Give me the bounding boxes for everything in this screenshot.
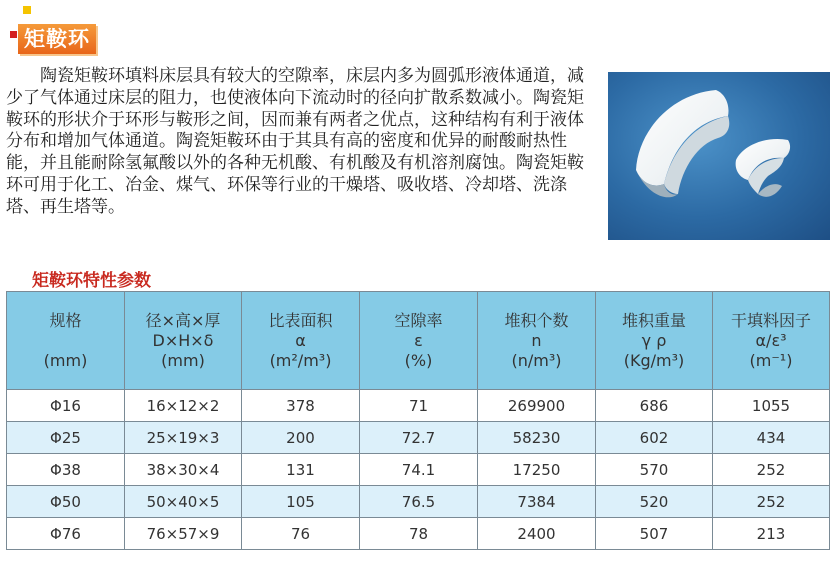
- cell-bulk-weight: 520: [596, 486, 713, 518]
- page-title: 矩鞍环: [18, 24, 96, 54]
- cell-packing-factor: 1055: [713, 390, 830, 422]
- cell-specific-surface: 131: [242, 454, 360, 486]
- cell-dimensions: 16×12×2: [125, 390, 242, 422]
- cell-dimensions: 50×40×5: [125, 486, 242, 518]
- table-row: [7, 518, 830, 550]
- yellow-square-icon: [23, 6, 31, 14]
- cell-specific-surface: 105: [242, 486, 360, 518]
- cell-bulk-weight: 686: [596, 390, 713, 422]
- section-title: 矩鞍环特性参数: [32, 271, 151, 291]
- header-dimensions: 径×高×厚 D×H×δ (mm): [125, 292, 242, 390]
- header-bulk-weight: 堆积重量 γ ρ (Kg/m³): [596, 292, 713, 390]
- cell-spec: Φ38: [7, 454, 125, 486]
- table-row: [7, 486, 830, 518]
- cell-packing-factor: 252: [713, 454, 830, 486]
- product-photo: [608, 72, 830, 240]
- header-specific-surface: 比表面积 α (m²/m³): [242, 292, 360, 390]
- cell-spec: Φ16: [7, 390, 125, 422]
- header-packing-count: 堆积个数 n (n/m³): [478, 292, 596, 390]
- cell-packing-factor: 213: [713, 518, 830, 550]
- red-square-icon: [10, 31, 17, 38]
- table-row: [7, 422, 830, 454]
- cell-spec: Φ76: [7, 518, 125, 550]
- header-voidage: 空隙率 ε (%): [360, 292, 478, 390]
- cell-dimensions: 25×19×3: [125, 422, 242, 454]
- saddle-ring-image: [608, 72, 830, 240]
- cell-packing-count: 269900: [478, 390, 596, 422]
- cell-spec: Φ50: [7, 486, 125, 518]
- header-packing-factor: 干填料因子 α/ε³ (m⁻¹): [713, 292, 830, 390]
- spec-table: [6, 291, 830, 550]
- header-spec: 规格 (mm): [7, 292, 125, 390]
- cell-dimensions: 76×57×9: [125, 518, 242, 550]
- cell-specific-surface: 378: [242, 390, 360, 422]
- cell-packing-count: 17250: [478, 454, 596, 486]
- cell-voidage: 72.7: [360, 422, 478, 454]
- cell-voidage: 78: [360, 518, 478, 550]
- cell-specific-surface: 76: [242, 518, 360, 550]
- cell-bulk-weight: 602: [596, 422, 713, 454]
- table-header-row: [7, 292, 830, 390]
- table-row: [7, 454, 830, 486]
- cell-packing-count: 7384: [478, 486, 596, 518]
- cell-spec: Φ25: [7, 422, 125, 454]
- cell-voidage: 71: [360, 390, 478, 422]
- cell-packing-factor: 434: [713, 422, 830, 454]
- intro-paragraph: 陶瓷矩鞍环填料床层具有较大的空隙率，床层内多为圆弧形液体通道，减少了气体通过床层的阻力，也使液体向下流动时的径向扩散系数减小。陶瓷矩鞍环的形状介于环形与鞍形之间，因而兼有两者之优点，这种结构有利于液体分布和增加气体通道。陶瓷矩鞍环由于其具有高的密度和优异的耐酸耐热性能，并且能耐除氢氟酸以外的各种无机酸、有机酸及有机溶剂腐蚀。陶瓷矩鞍环可用于化工、冶金、煤气、环保等行业的干燥塔、吸收塔、冷却塔、洗涤塔、再生塔等。: [6, 66, 584, 217]
- cell-bulk-weight: 570: [596, 454, 713, 486]
- cell-specific-surface: 200: [242, 422, 360, 454]
- cell-bulk-weight: 507: [596, 518, 713, 550]
- cell-voidage: 74.1: [360, 454, 478, 486]
- cell-voidage: 76.5: [360, 486, 478, 518]
- table-row: [7, 390, 830, 422]
- cell-dimensions: 38×30×4: [125, 454, 242, 486]
- cell-packing-count: 2400: [478, 518, 596, 550]
- cell-packing-factor: 252: [713, 486, 830, 518]
- cell-packing-count: 58230: [478, 422, 596, 454]
